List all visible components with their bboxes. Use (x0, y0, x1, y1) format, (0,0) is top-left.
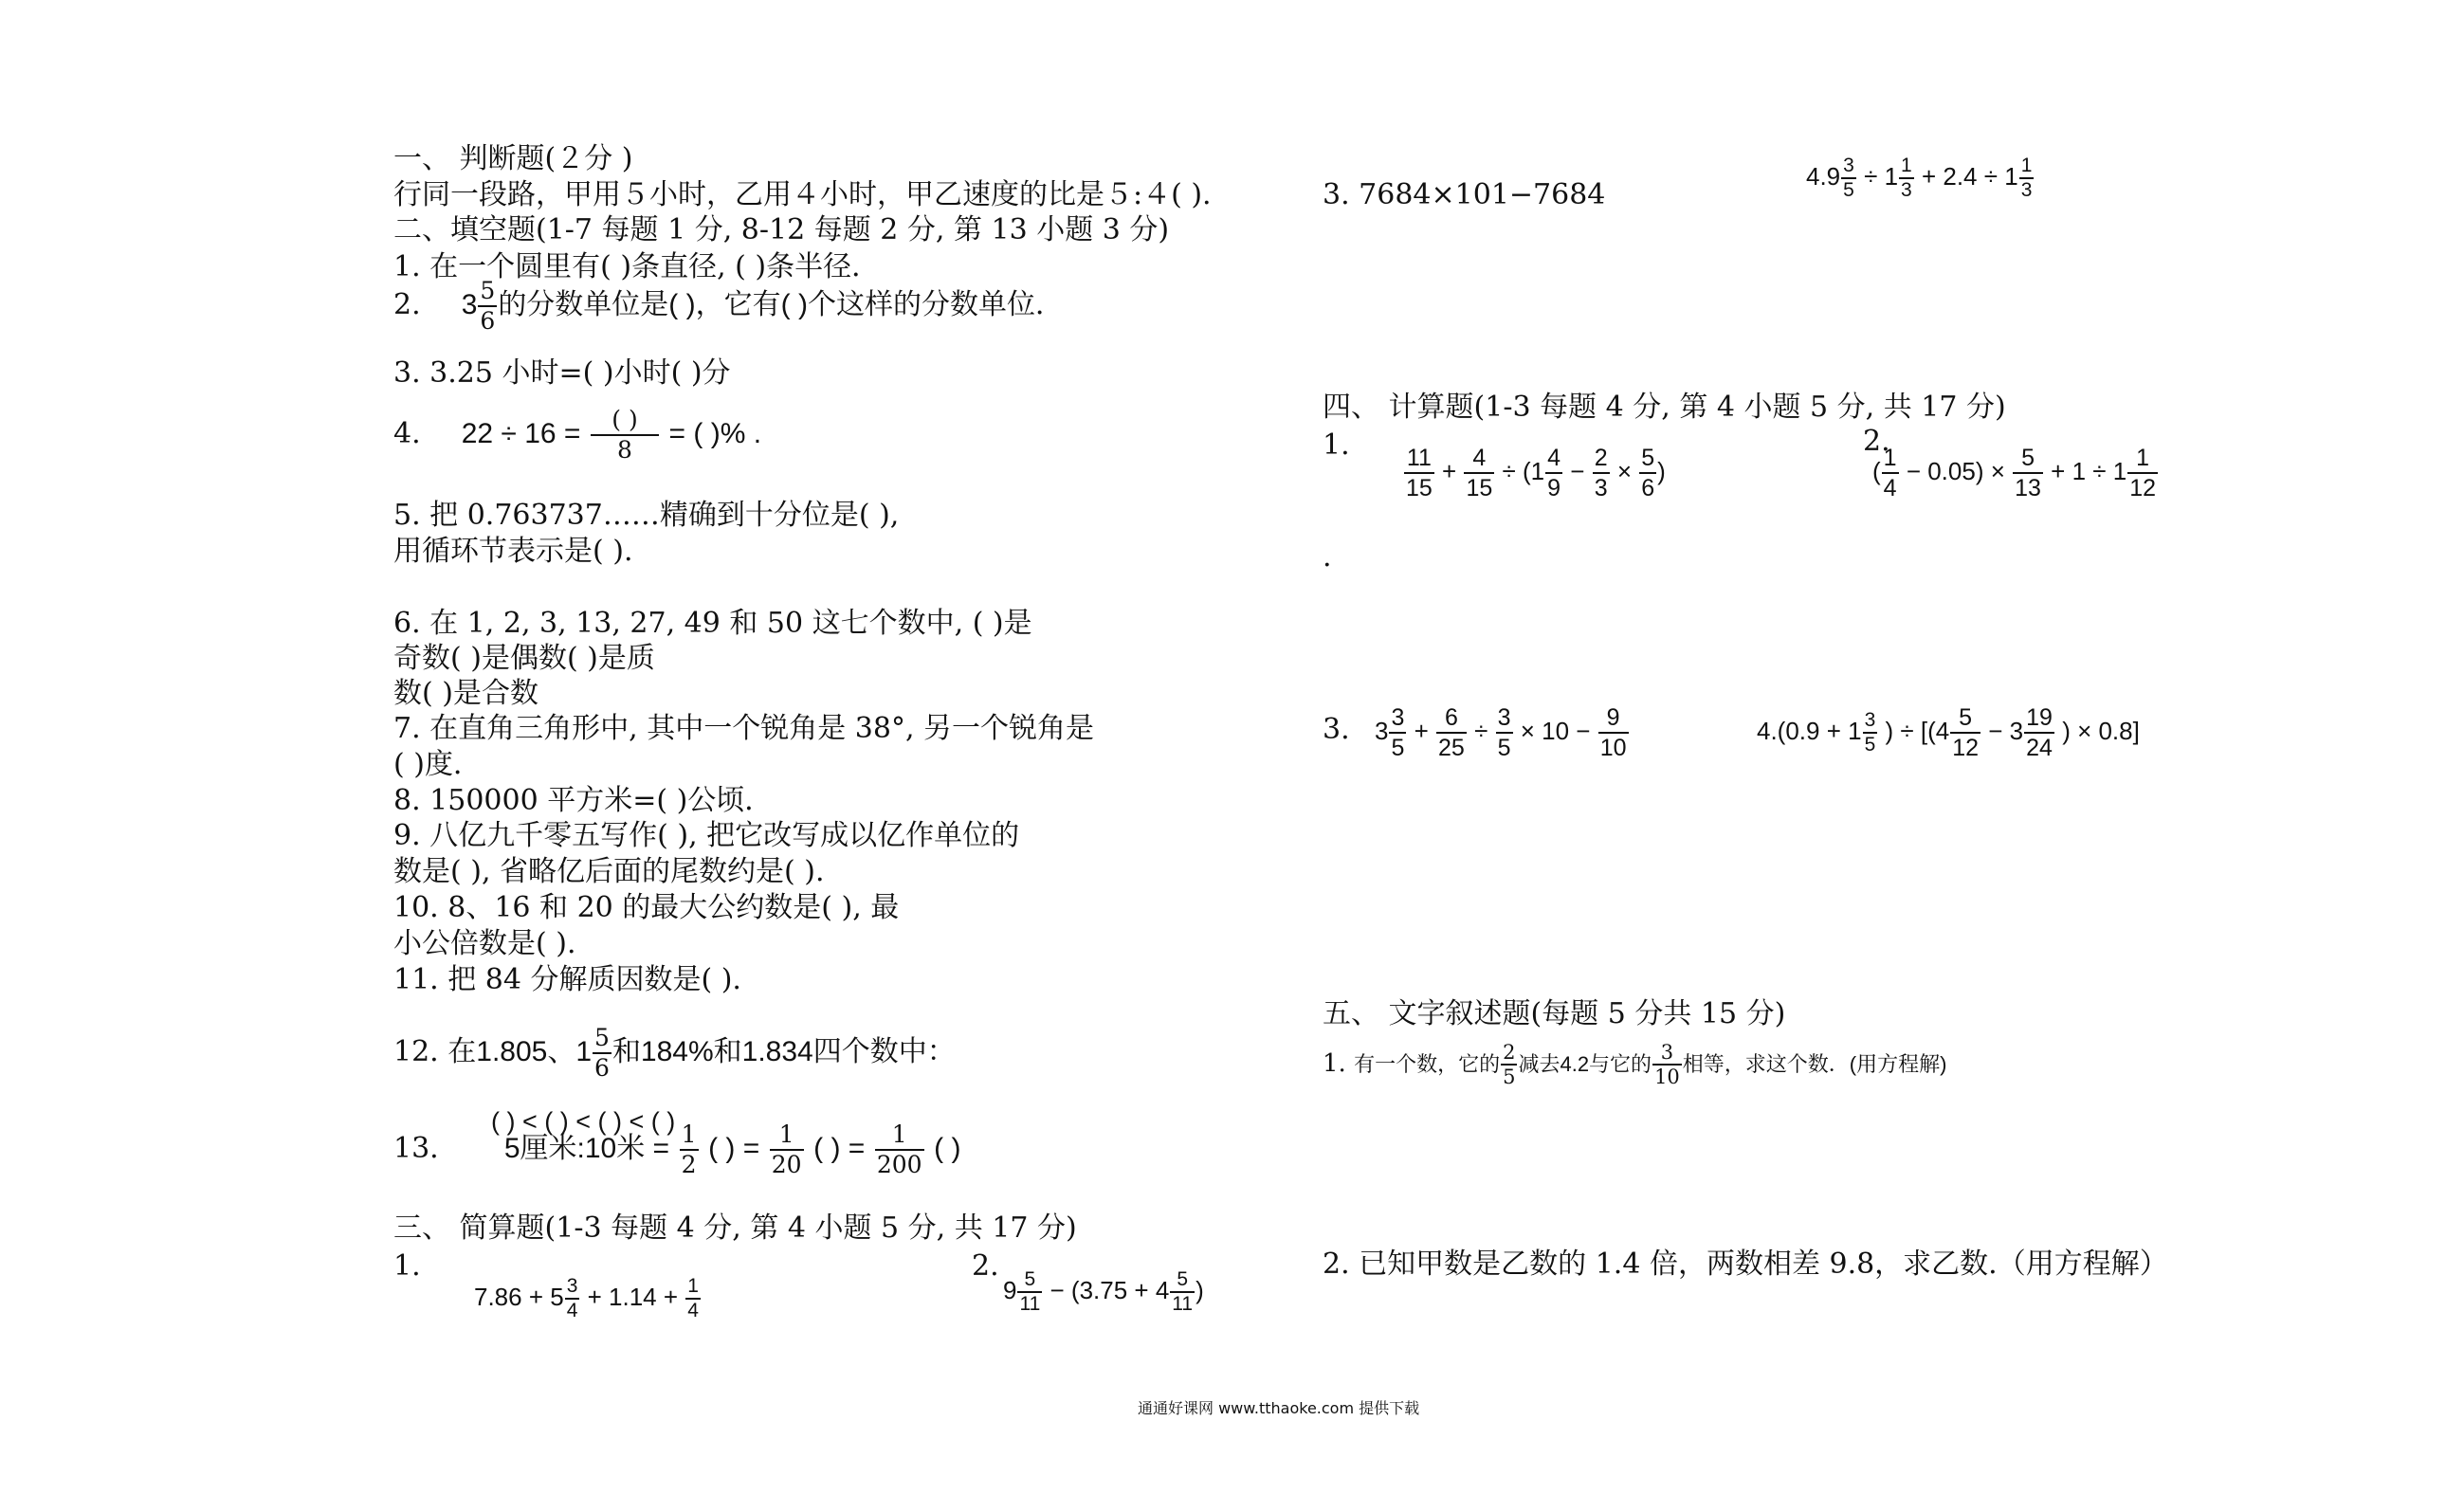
simplify-q2-expression: 9 $\frac{5}{11}$ − (3.75 + 4 $\frac{5}{11}$ ) (1003, 1268, 1204, 1315)
fill-q5-line2: 用循环节表示是( ). (393, 535, 633, 568)
calc-q1-trailing-dot: . (1323, 540, 1332, 574)
section-simplify-header: 三、 简算题(1-3 每题 4 分, 第 4 小题 5 分, 共 17 分) (393, 1211, 1077, 1245)
fill-q11: 11. 把 84 分解质因数是( ). (393, 963, 741, 996)
fill-q13: 13. 5厘米:10米 = $\frac{1}{2}$ ( ) = $\frac{1}{20}$ ( ) = $\frac{1}{200}$ ( ) (393, 1120, 961, 1178)
footer-source: 通通好课网 www.tthaoke.com 提供下载 (1138, 1399, 1420, 1417)
simplify-q1-number: 1. (393, 1249, 421, 1283)
fill-q6-line2: 奇数( )是偶数( )是质 (393, 642, 655, 675)
fill-q7-line1: 7. 在直角三角形中, 其中一个锐角是 38°, 另一个锐角是 (393, 712, 1095, 745)
simplify-q1-expression: 7.86 + 5 $\frac{3}{4}$ + 1.14 + $\frac{1}{4}$ (474, 1275, 699, 1321)
word-q2: 2. 已知甲数是乙数的 1.4 倍，两数相差 9.8，求乙数.（用方程解） (1323, 1248, 2168, 1281)
fill-q8: 8. 150000 平方米=( )公顷． (393, 784, 774, 817)
fill-q1: 1. 在一个圆里有( )条直径, ( )条半径． (393, 250, 881, 283)
judge-question: 行同一段路，甲用５小时，乙用４小时，甲乙速度的比是５:４( ). (393, 178, 1212, 211)
section-calc-header: 四、 计算题(1-3 每题 4 分, 第 4 小题 5 分, 共 17 分) (1323, 391, 2006, 424)
calc-q1-expression: $\frac{11}{15}$ + $\frac{4}{15}$ ÷ (1 $\frac{4}{9}$ − $\frac{2}{3}$ × $\frac{5}{6}$ ) (1406, 445, 1666, 501)
word-q1: 1. 有一个数，它的 $\frac{2}{5}$ 减去4.2与它的 $\frac{3}{10}$ 相等，求这个数．(用方程解) (1323, 1041, 1947, 1088)
simplify-q2-number: 2. (972, 1249, 999, 1283)
fill-q10-line2: 小公倍数是( ). (393, 927, 576, 960)
fill-q4: 4. 22 ÷ 16 = ( ) 8 = ( )% . (393, 406, 762, 464)
fill-q6-line1: 6. 在 1, 2, 3, 13, 27, 49 和 50 这七个数中, ( )是 (393, 607, 1032, 640)
section-judge-header: 一、 判断题(２分 ) (393, 142, 633, 175)
simplify-q3: 3. 7684×101−7684 (1323, 178, 1606, 211)
fill-q5-line1: 5. 把 0.763737……精确到十分位是( ), (393, 499, 900, 532)
calc-q3-number: 3. (1323, 713, 1350, 746)
calc-q2-expression: ( $\frac{1}{4}$ − 0.05) × $\frac{5}{13}$ + 1 ÷ 1 $\frac{1}{12}$ (1872, 445, 2157, 501)
fill-q2: 2. 3 $\frac{5}{6}$ 的分数单位是( )，它有( )个这样的分数单位． (393, 277, 1064, 335)
fill-q12-order: ( ) < ( ) < ( ) < ( ) (491, 1107, 676, 1136)
calc-q1-number: 1. (1323, 428, 1350, 462)
fill-q9-line2: 数是( ), 省略亿后面的尾数约是( ). (393, 855, 825, 888)
calc-q2-number: 2. (1863, 425, 1890, 458)
section-fill-header: 二、填空题(1-7 每题 1 分, 8-12 每题 2 分, 第 13 小题 3 分) (393, 213, 1170, 246)
simplify-q4: 4.9 $\frac{3}{5}$ ÷ 1 $\frac{1}{3}$ + 2.4 ÷ 1 $\frac{1}{3}$ (1806, 155, 2033, 201)
fill-q3: 3. 3.25 小时=( )小时( )分 (393, 356, 731, 390)
calc-q4-expression: 4.(0.9 + 1 $\frac{3}{5}$ ) ÷ [(4 $\frac{5}{12}$ − 3 $\frac{19}{24}$ ) × 0.8] (1757, 704, 2140, 761)
fill-q7-line2: ( )度． (393, 748, 482, 781)
section-word-header: 五、 文字叙述题(每题 5 分共 15 分) (1323, 997, 1786, 1030)
calc-q3-expression: 3 $\frac{3}{5}$ + $\frac{6}{25}$ ÷ $\frac{3}{5}$ × 10 − $\frac{9}{10}$ (1375, 704, 1627, 761)
fill-q10-line1: 10. 8、16 和 20 的最大公约数是( ), 最 (393, 891, 900, 924)
fill-q12: 12. 在1.805、1 $\frac{5}{6}$ 和184%和1.834四个数中： (393, 1024, 956, 1082)
fill-q9-line1: 9. 八亿九千零五写作( ), 把它改写成以亿作单位的 (393, 819, 1020, 852)
fill-q6-line3: 数( )是合数 (393, 677, 538, 710)
